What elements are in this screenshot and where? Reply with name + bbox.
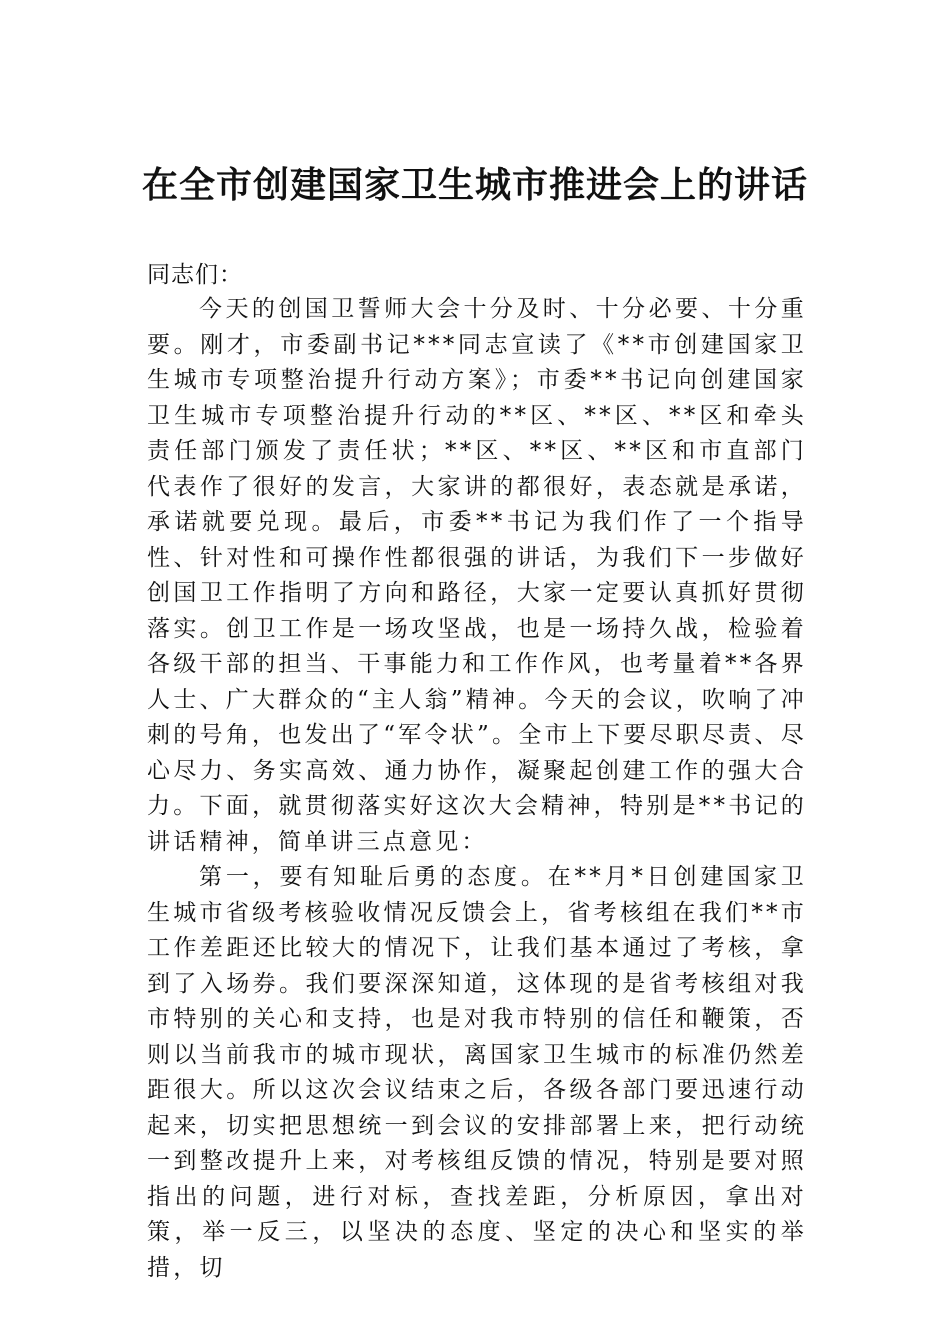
document-body	[147, 258, 807, 1286]
salutation: 同志们：	[147, 262, 243, 288]
paragraph-first-point: 第一，要有知耻后勇的态度。在**月*日创建国家卫生城市省级考核验收情况反馈会上，省考核组在我们**市工作差距还比较大的情况下，让我们基本通过了考核，拿到了入场券。我们要深深知道，这体现的是省考核组对我市特别的关心和支持，也是对我市特别的信任和鞭策，否则以当前我市的城市现状，离国家卫生城市的标准仍然差距很大。所以这次会议结束之后，各级各部门要迅速行动起来，切实把思想统一到会议的安排部署上来，把行动统一到整改提升上来，对考核组反馈的情况，特别是要对照指出的问题，进行对标，查找差距，分析原因，拿出对策，举一反三，以坚决的态度、坚定的决心和坚实的举措，切	[147, 864, 807, 1281]
document-title: 在全市创建国家卫生城市推进会上的讲话	[141, 164, 808, 206]
paragraph-intro: 今天的创国卫誓师大会十分及时、十分必要、十分重要。刚才，市委副书记***同志宣读了《**市创建国家卫生城市专项整治提升行动方案》；市委**书记向创建国家卫生城市专项整治提升行动的**区、**区、**区和牵头责任部门颁发了责任状；**区、**区、**区和市直部门代表作了很好的发言，大家讲的都很好，表态就是承诺，承诺就要兑现。最后，市委**书记为我们作了一个指导性、针对性和可操作性都很强的讲话，为我们下一步做好创国卫工作指明了方向和路径，大家一定要认真抓好贯彻落实。创卫工作是一场攻坚战，也是一场持久战，检验着各级干部的担当、干事能力和工作作风，也考量着**各界人士、广大群众的“主人翁”精神。今天的会议，吹响了冲刺的号角，也发出了“军令状”。全市上下要尽职尽责、尽心尽力、务实高效、通力协作，凝聚起创建工作的强大合力。下面，就贯彻落实好这次大会精神，特别是**书记的讲话精神，简单讲三点意见：	[147, 296, 807, 855]
